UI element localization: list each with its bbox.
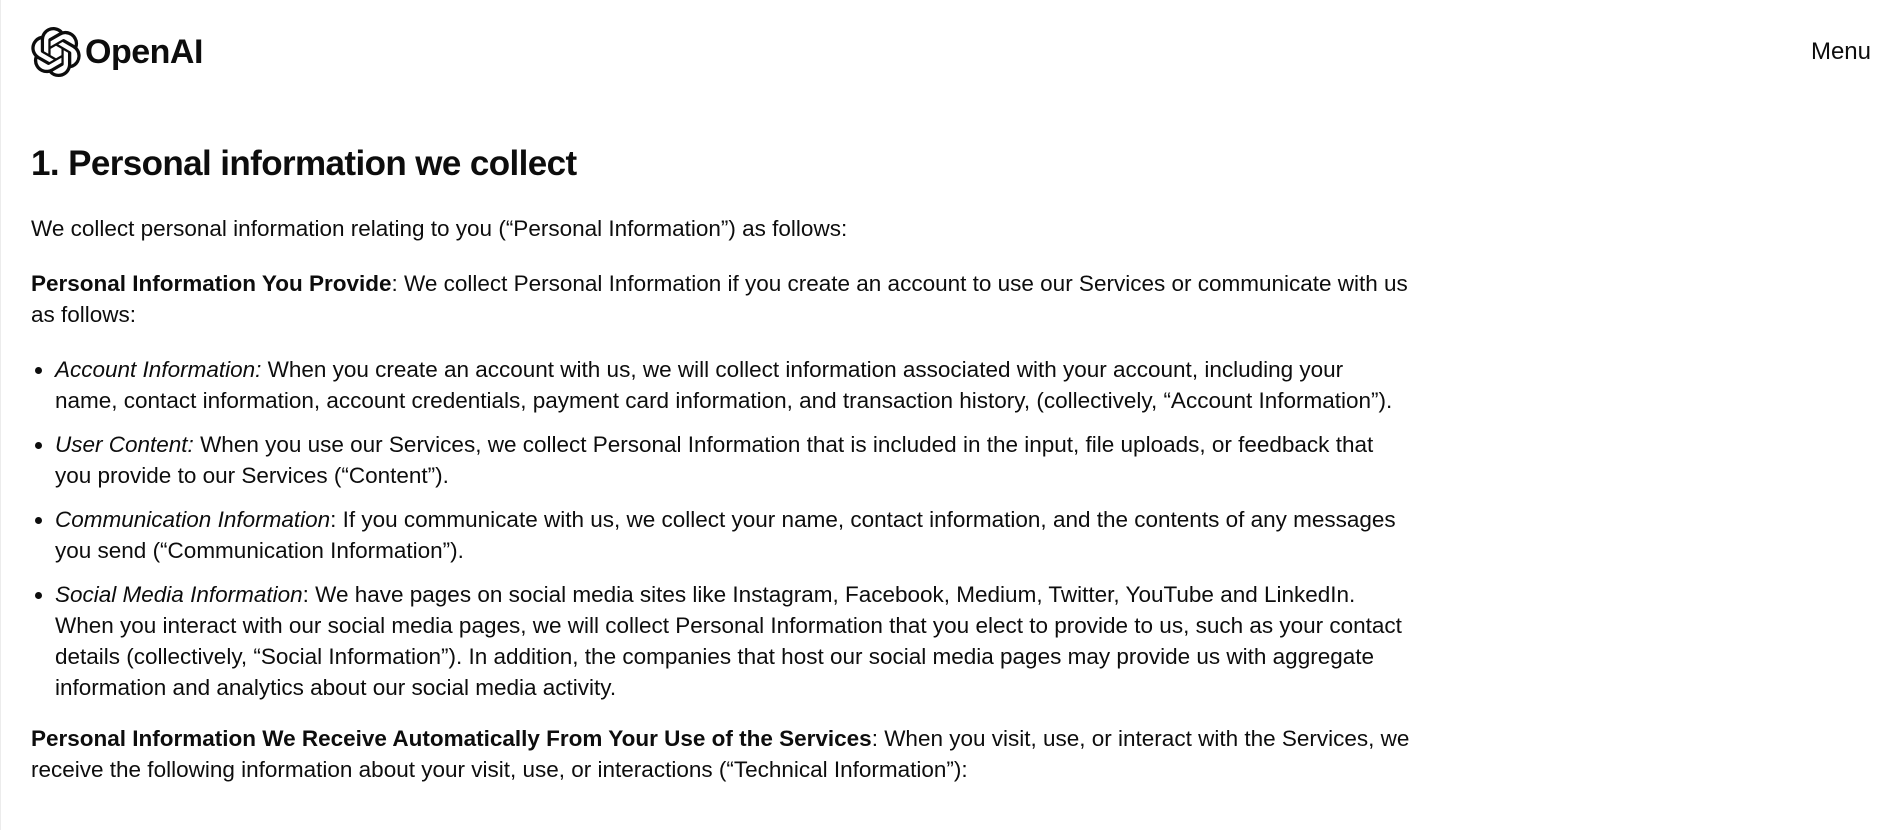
intro-paragraph: We collect personal information relating to you (“Personal Information”) as follows: xyxy=(31,216,848,241)
main-content xyxy=(31,140,1411,809)
list-item-term: User Content: xyxy=(55,432,194,457)
provide-text: : We collect Personal Information if you create an account to use our Services or communicate with us as follows: xyxy=(31,271,1408,327)
list-item-user-content xyxy=(55,429,1411,491)
section-title: 1. Personal information we collect xyxy=(31,144,577,183)
automatic-label: Personal Information We Receive Automatically From Your Use of the Services xyxy=(31,726,872,751)
list-item-social-media-information xyxy=(55,579,1411,703)
list-item-text: When you create an account with us, we will collect information associated with your account, including your name, contact information, account credentials, payment card information, and transaction history, (collectively, “Account Information”). xyxy=(55,357,1393,413)
list-item-term: Communication Information xyxy=(55,507,331,532)
provide-paragraph xyxy=(31,268,1411,330)
openai-knot-icon xyxy=(31,27,81,77)
automatic-text: : When you visit, use, or interact with the Services, we receive the following information about your visit, use, or interactions (“Technical Information”): xyxy=(31,726,1410,782)
logo-link[interactable] xyxy=(31,26,203,78)
automatic-paragraph xyxy=(31,723,1411,785)
list-item-communication-information xyxy=(55,504,1411,566)
collected-info-list xyxy=(31,354,1411,703)
list-item-term: Social Media Information xyxy=(55,582,303,607)
logo-text: OpenAI xyxy=(85,32,203,71)
list-item-account-information xyxy=(55,354,1411,416)
list-item-text: : If you communicate with us, we collect your name, contact information, and the contents of any messages you send (“Communication Information”). xyxy=(55,507,1396,563)
site-header xyxy=(31,26,1871,78)
list-item-term: Account Information: xyxy=(55,357,262,382)
menu-button[interactable]: Menu xyxy=(1810,38,1871,65)
provide-label: Personal Information You Provide xyxy=(31,271,392,296)
list-item-text: : We have pages on social media sites like Instagram, Facebook, Medium, Twitter, YouTube and LinkedIn. When you interact with our social media pages, we will collect Personal Information that you elect to provide to us, such as your contact details (collectively, “Social Information”). In addition, the companies that host our social media pages may provide us with aggregate information and analytics about our social media activity. xyxy=(55,582,1402,700)
list-item-text: When you use our Services, we collect Personal Information that is included in the input, file uploads, or feedback that you provide to our Services (“Content”). xyxy=(55,432,1374,488)
